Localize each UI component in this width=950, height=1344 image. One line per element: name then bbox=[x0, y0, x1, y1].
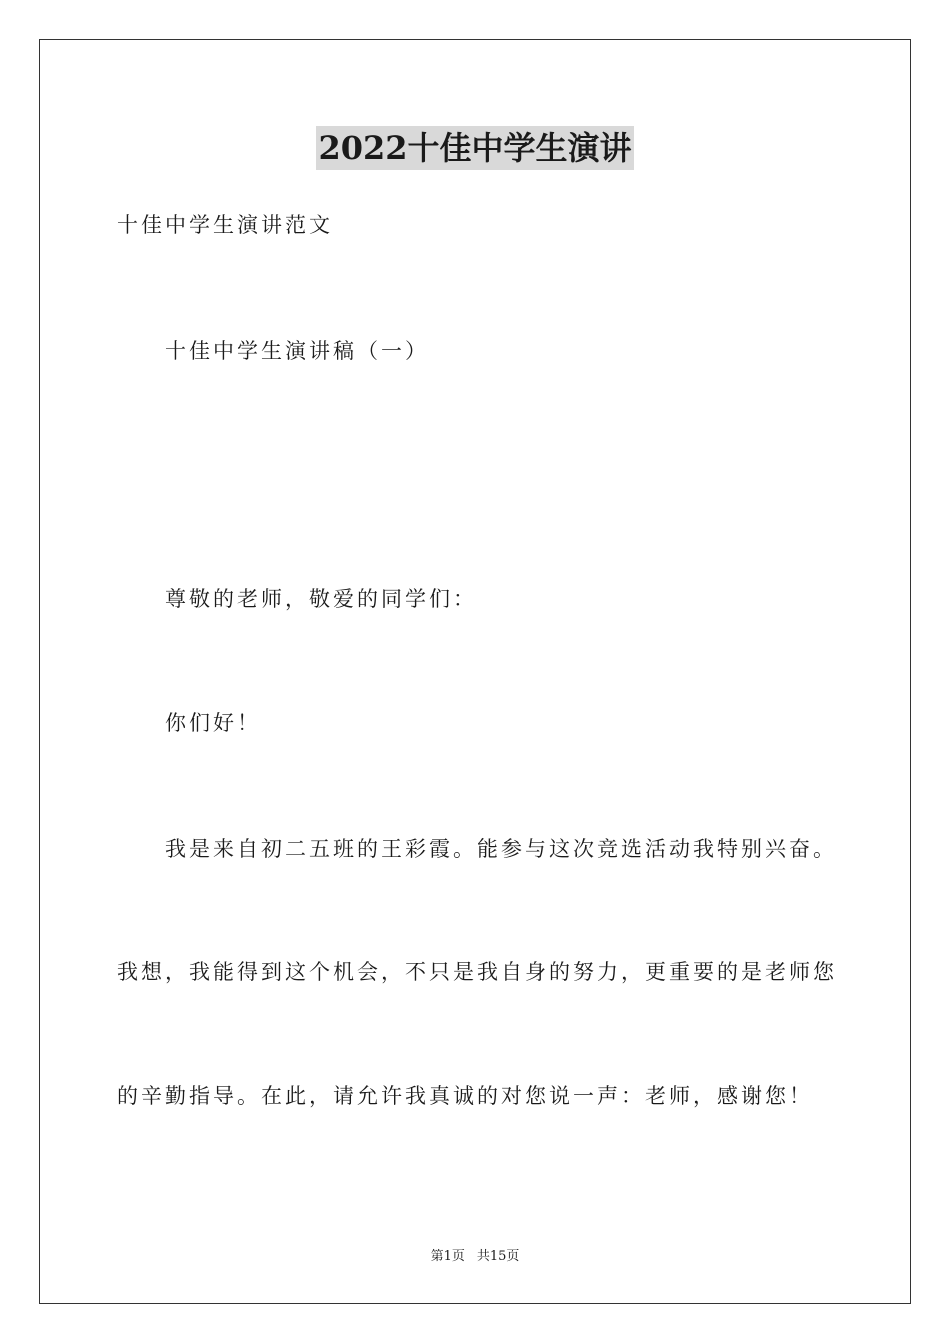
paragraph-line: 我是来自初二五班的王彩霞。能参与这次竞选活动我特别兴奋。 bbox=[165, 837, 837, 861]
section-heading: 十佳中学生演讲稿（一） bbox=[165, 339, 429, 363]
document-title: 2022十佳中学生演讲 bbox=[316, 126, 633, 170]
document-subtitle: 十佳中学生演讲范文 bbox=[117, 213, 333, 237]
page-footer bbox=[0, 1247, 950, 1267]
paragraph-line: 的辛勤指导。在此，请允许我真诚的对您说一声：老师，感谢您！ bbox=[117, 1084, 813, 1108]
page-number: 第1页 bbox=[430, 1249, 465, 1264]
title-container bbox=[0, 126, 950, 170]
paragraph-line: 我想，我能得到这个机会，不只是我自身的努力，更重要的是老师您 bbox=[117, 960, 837, 984]
greeting: 你们好！ bbox=[165, 711, 261, 735]
page-total: 共15页 bbox=[476, 1249, 520, 1264]
salutation: 尊敬的老师，敬爱的同学们： bbox=[165, 587, 477, 611]
